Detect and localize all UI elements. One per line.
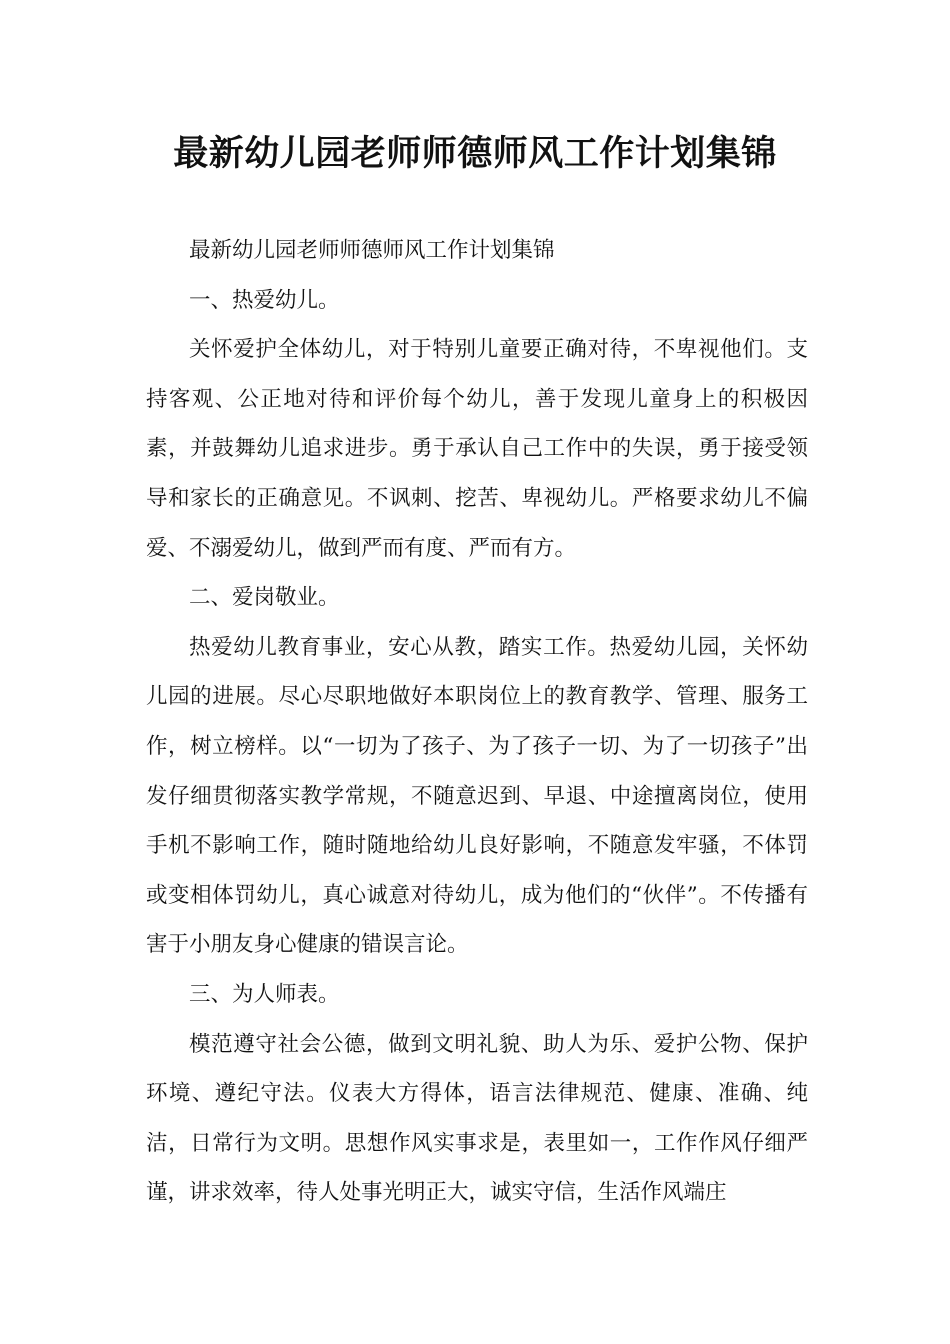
document-title: 最新幼儿园老师师德师风工作计划集锦 bbox=[173, 134, 777, 174]
document-body bbox=[146, 226, 808, 1218]
body-paragraph-1: 关怀爱护全体幼儿，对于特别儿童要正确对待，不卑视他们。支持客观、公正地对待和评价每个幼儿，善于发现儿童身上的积极因素，并鼓舞幼儿追求进步。勇于承认自己工作中的失误，勇于接受领导和家长的正确意见。不讽刺、挖苦、卑视幼儿。严格要求幼儿不偏爱、不溺爱幼儿，做到严而有度、严而有方。 bbox=[146, 337, 808, 561]
subtitle-paragraph: 最新幼儿园老师师德师风工作计划集锦 bbox=[189, 238, 555, 263]
body-paragraph-3: 模范遵守社会公德，做到文明礼貌、助人为乐、爱护公物、保护环境、遵纪守法。仪表大方得体，语言法律规范、健康、准确、纯洁，日常行为文明。思想作风实事求是，表里如一，工作作风仔细严谨，讲求效率，待人处事光明正大，诚实守信，生活作风端庄 bbox=[146, 1031, 808, 1206]
section-heading-3: 三、为人师表。 bbox=[189, 981, 340, 1007]
section-heading-2: 二、爱岗敬业。 bbox=[189, 585, 340, 611]
section-heading-1: 一、热爱幼儿。 bbox=[189, 287, 340, 313]
body-paragraph-2: 热爱幼儿教育事业，安心从教，踏实工作。热爱幼儿园，关怀幼儿园的进展。尽心尽职地做好本职岗位上的教育教学、管理、服务工作，树立榜样。以“一切为了孩子、为了孩子一切、为了一切孩子”出发仔细贯彻落实教学常规，不随意迟到、早退、中途擅离岗位，使用手机不影响工作，随时随地给幼儿良好影响，不随意发牢骚，不体罚或变相体罚幼儿，真心诚意对待幼儿，成为他们的“伙伴”。不传播有害于小朋友身心健康的错误言论。 bbox=[146, 634, 808, 958]
